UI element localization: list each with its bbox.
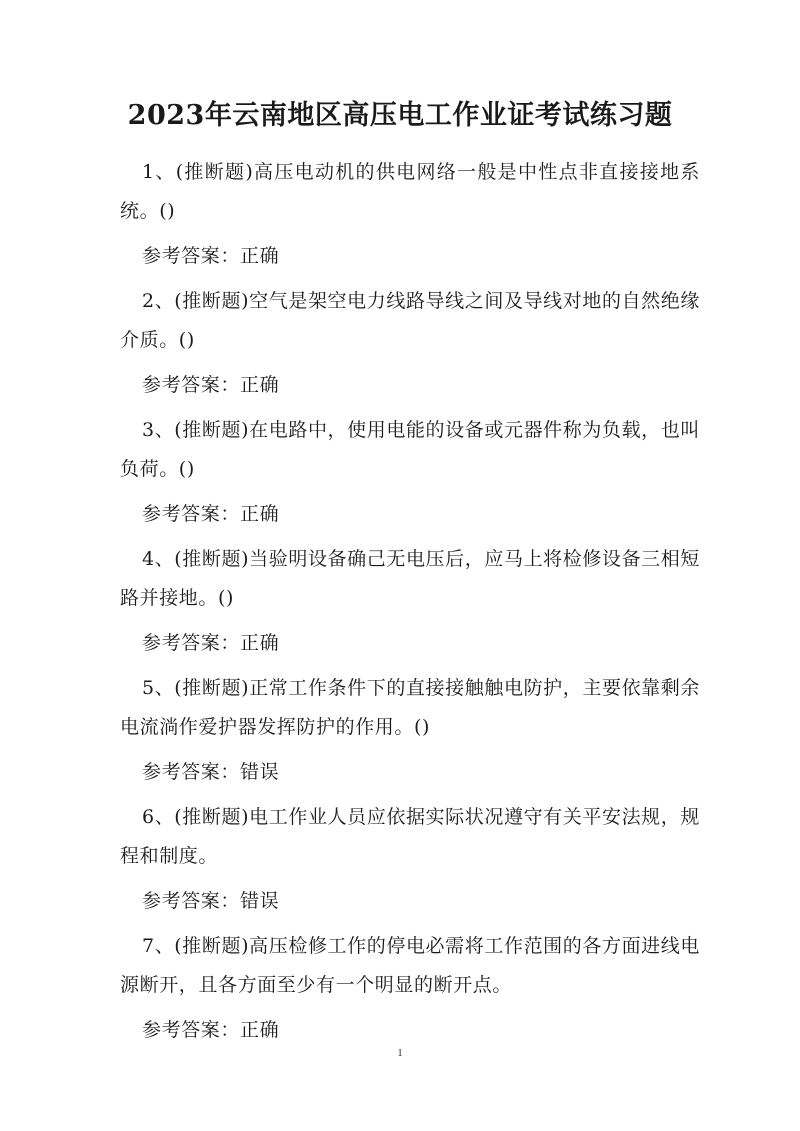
question-text: 4、(推断题)当验明设备确己无电压后，应马上将检修设备三相短路并接地。(): [120, 548, 700, 609]
question-item: [120, 411, 700, 534]
document-title: 2023年云南地区高压电工作业证考试练习题: [127, 100, 673, 131]
answer-text: 参考答案：正确: [142, 1019, 280, 1041]
page-number: 1: [397, 1047, 403, 1059]
question-text: 2、(推断题)空气是架空电力线路导线之间及导线对地的自然绝缘介质。(): [120, 290, 700, 351]
question-item: [120, 798, 700, 921]
question-list: [120, 153, 700, 1056]
question-text: 1、(推断题)高压电动机的供电网络一般是中性点非直接接地系统。(): [120, 161, 700, 222]
answer-text: 参考答案：正确: [142, 245, 280, 267]
question-item: [120, 669, 700, 792]
question-item: [120, 927, 700, 1050]
answer-text: 参考答案：错误: [142, 890, 280, 912]
question-item: [120, 540, 700, 663]
answer-text: 参考答案：正确: [142, 632, 280, 654]
answer-text: 参考答案：错误: [142, 761, 280, 783]
question-item: [120, 282, 700, 405]
question-text: 7、(推断题)高压检修工作的停电必需将工作范围的各方面进线电源断开，且各方面至少有一个明显的断开点。: [120, 935, 700, 996]
question-text: 6、(推断题)电工作业人员应依据实际状况遵守有关平安法规，规程和制度。: [120, 806, 700, 867]
question-item: [120, 153, 700, 276]
question-text: 5、(推断题)正常工作条件下的直接接触触电防护，主要依靠剩余电流淌作爱护器发挥防护的作用。(): [120, 677, 700, 738]
answer-text: 参考答案：正确: [142, 374, 280, 396]
answer-text: 参考答案：正确: [142, 503, 280, 525]
question-text: 3、(推断题)在电路中，使用电能的设备或元器件称为负载，也叫负荷。(): [120, 419, 700, 480]
